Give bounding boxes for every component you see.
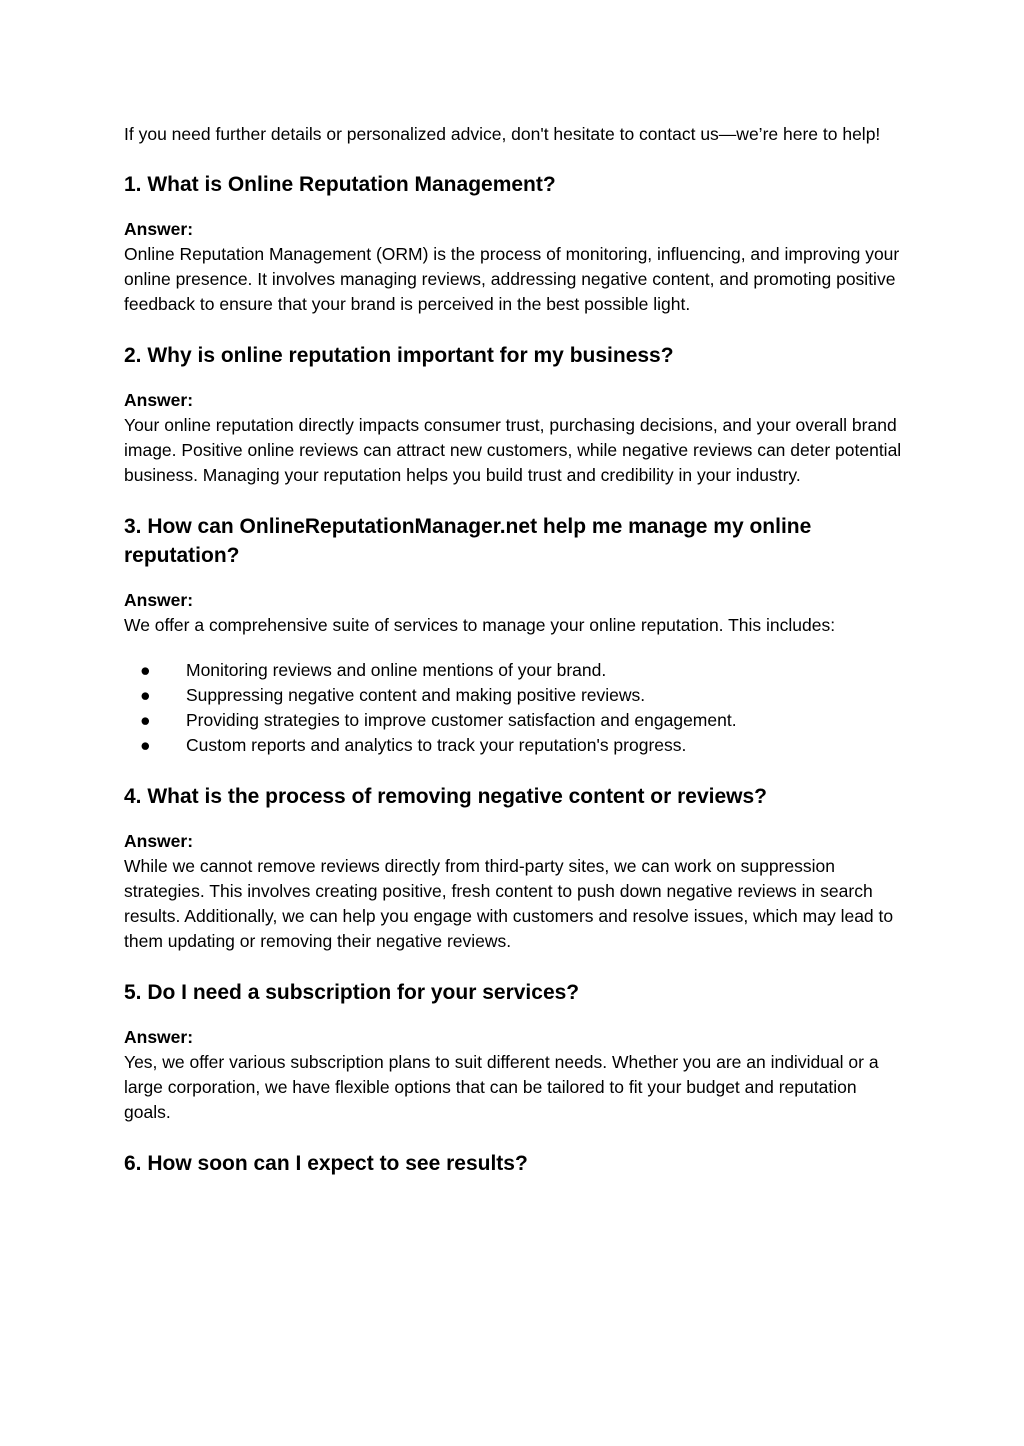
bullet-icon: ● [140, 735, 151, 755]
bullet-icon: ● [140, 685, 151, 705]
faq-3-bullet-list [124, 658, 904, 758]
faq-4-answer: While we cannot remove reviews directly from third-party sites, we can work on suppression strategies. This involves creating positive, fresh content to push down negative reviews in search results. Additionally, we can help you engage with customers and resolve issues, which may lead to them updating or removing their negative reviews. [124, 856, 894, 951]
faq-2-question: 2. Why is online reputation important for my business? [124, 344, 674, 367]
list-item-text: Suppressing negative content and making positive reviews. [186, 685, 646, 705]
faq-1-answer-label: Answer: [124, 219, 194, 239]
list-item-text: Custom reports and analytics to track your reputation's progress. [186, 735, 687, 755]
document-page [124, 122, 904, 1178]
bullet-icon: ● [140, 660, 151, 680]
list-item-text: Providing strategies to improve customer satisfaction and engagement. [186, 710, 737, 730]
list-item [124, 708, 904, 733]
faq-4-answer-label: Answer: [124, 831, 194, 851]
faq-3-answer: We offer a comprehensive suite of services to manage your online reputation. This includes: [124, 615, 836, 635]
list-item [124, 683, 904, 708]
bullet-icon: ● [140, 710, 151, 730]
list-item [124, 658, 904, 683]
list-item-text: Monitoring reviews and online mentions of your brand. [186, 660, 607, 680]
faq-1-question: 1. What is Online Reputation Management? [124, 173, 556, 196]
faq-2-answer-label: Answer: [124, 390, 194, 410]
faq-3-question: 3. How can OnlineReputationManager.net help me manage my online reputation? [124, 515, 812, 567]
faq-1-answer: Online Reputation Management (ORM) is the process of monitoring, influencing, and improving your online presence. It involves managing reviews, addressing negative content, and promoting positive feedback to ensure that your brand is perceived in the best possible light. [124, 244, 900, 314]
faq-5-answer-label: Answer: [124, 1027, 194, 1047]
faq-5-question: 5. Do I need a subscription for your services? [124, 981, 580, 1004]
intro-paragraph: If you need further details or personalized advice, don't hesitate to contact us—we’re here to help! [124, 124, 881, 144]
faq-3-answer-label: Answer: [124, 590, 194, 610]
faq-6-question: 6. How soon can I expect to see results? [124, 1152, 528, 1175]
faq-2-answer: Your online reputation directly impacts consumer trust, purchasing decisions, and your overall brand image. Positive online reviews can attract new customers, while negative reviews can deter potential business. Managing your reputation helps you build trust and credibility in your industry. [124, 415, 902, 485]
list-item [124, 733, 904, 758]
faq-4-question: 4. What is the process of removing negative content or reviews? [124, 785, 767, 808]
faq-5-answer: Yes, we offer various subscription plans to suit different needs. Whether you are an individual or a large corporation, we have flexible options that can be tailored to fit your budget and reputation goals. [124, 1052, 879, 1122]
